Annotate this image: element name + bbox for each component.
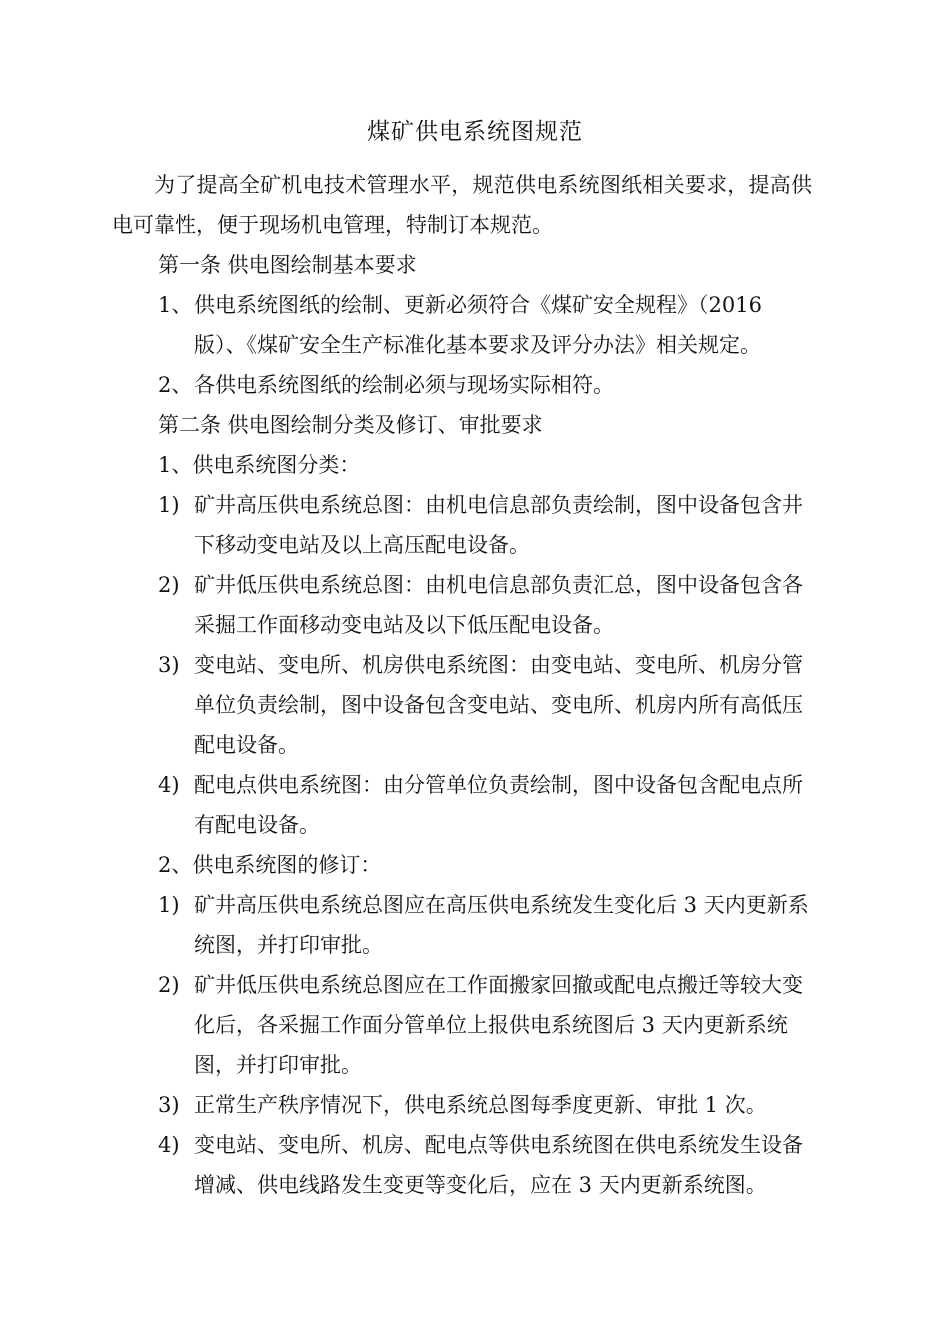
intro-paragraph: 为了提高全矿机电技术管理水平，规范供电系统图纸相关要求，提高供电可靠性，便于现场机电管理，特制订本规范。 — [112, 173, 812, 237]
article-1-item-1 — [112, 285, 812, 365]
item-text: 变电站、变电所、机房、配电点等供电系统图在供电系统发生设备增减、供电线路发生变更等变化后，应在 3 天内更新系统图。 — [194, 1133, 803, 1197]
item-number: 4) — [158, 1133, 180, 1157]
item-text: 各供电系统图纸的绘制必须与现场实际相符。 — [194, 373, 614, 397]
document-title: 煤矿供电系统图规范 — [367, 119, 583, 145]
section-2-heading: 2、供电系统图的修订： — [158, 853, 382, 877]
item-number: 3) — [158, 653, 180, 677]
item-number: 1) — [158, 893, 180, 917]
item-number: 3) — [158, 1093, 180, 1117]
section-2-item-3 — [112, 1085, 812, 1125]
item-number: 1、 — [158, 293, 193, 317]
item-text: 矿井高压供电系统总图：由机电信息部负责绘制，图中设备包含井下移动变电站及以上高压配电设备。 — [194, 493, 803, 557]
section-2-item-4 — [112, 1125, 812, 1205]
item-text: 变电站、变电所、机房供电系统图：由变电站、变电所、机房分管单位负责绘制，图中设备包含变电站、变电所、机房内所有高低压配电设备。 — [194, 653, 803, 757]
item-number: 1) — [158, 493, 180, 517]
section-1-item-3 — [112, 645, 812, 765]
article-2-heading: 第二条 供电图绘制分类及修订、审批要求 — [158, 413, 543, 437]
section-1-item-1 — [112, 485, 812, 565]
article-1-heading: 第一条 供电图绘制基本要求 — [158, 253, 417, 277]
item-number: 4) — [158, 773, 180, 797]
item-text: 配电点供电系统图：由分管单位负责绘制，图中设备包含配电点所有配电设备。 — [194, 773, 803, 837]
item-number: 2、 — [158, 373, 193, 397]
document-body — [112, 165, 812, 1205]
section-1-item-4 — [112, 765, 812, 845]
item-number: 2) — [158, 973, 180, 997]
item-text: 矿井高压供电系统总图应在高压供电系统发生变化后 3 天内更新系统图，并打印审批。 — [194, 893, 809, 957]
item-text: 矿井低压供电系统总图应在工作面搬家回撤或配电点搬迁等较大变化后，各采掘工作面分管单位上报供电系统图后 3 天内更新系统图，并打印审批。 — [194, 973, 803, 1077]
item-text: 供电系统图纸的绘制、更新必须符合《煤矿安全规程》（2016 版）、《煤矿安全生产标准化基本要求及评分办法》相关规定。 — [194, 293, 762, 357]
item-text: 正常生产秩序情况下，供电系统总图每季度更新、审批 1 次。 — [194, 1093, 767, 1117]
item-text: 矿井低压供电系统总图：由机电信息部负责汇总，图中设备包含各采掘工作面移动变电站及以下低压配电设备。 — [194, 573, 803, 637]
section-2-item-2 — [112, 965, 812, 1085]
section-2-item-1 — [112, 885, 812, 965]
section-1-heading: 1、供电系统图分类： — [158, 453, 361, 477]
article-1-item-2 — [112, 365, 812, 405]
section-1-item-2 — [112, 565, 812, 645]
item-number: 2) — [158, 573, 180, 597]
